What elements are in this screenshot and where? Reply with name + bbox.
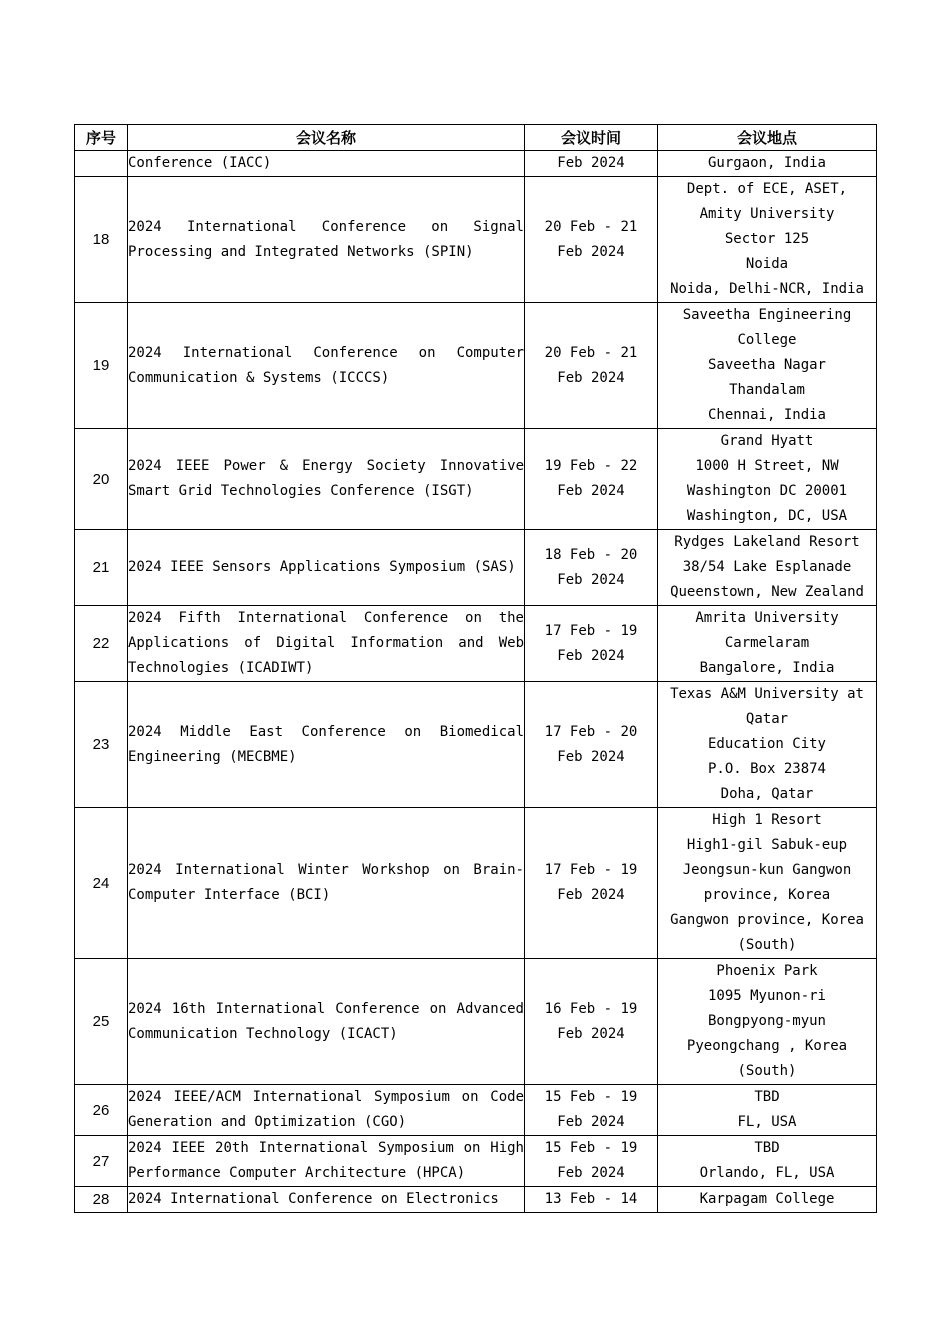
conference-date: [525, 808, 658, 959]
row-number: 27: [75, 1136, 128, 1187]
location-line: TBD: [754, 1089, 780, 1105]
conference-date: [525, 1085, 658, 1136]
date-line: Feb 2024: [557, 243, 625, 260]
table-row: [75, 303, 877, 429]
row-number: 20: [75, 429, 128, 530]
location-line: (South): [737, 1063, 797, 1079]
location-line: Jeongsun-kun Gangwon: [682, 862, 852, 878]
location-line: Phoenix Park: [716, 963, 818, 979]
conference-date: [525, 682, 658, 808]
location-line: TBD: [754, 1140, 780, 1156]
location-line: High1-gil Sabuk-eup: [686, 837, 848, 853]
header-seq: 序号: [75, 125, 128, 151]
date-line: 17 Feb - 20: [544, 723, 638, 740]
row-number: 22: [75, 606, 128, 682]
location-line: College: [737, 332, 797, 348]
date-line: 17 Feb - 19: [544, 862, 638, 878]
location-line: 1000 H Street, NW: [695, 458, 839, 474]
date-line: Feb 2024: [557, 483, 625, 499]
conference-location: [658, 177, 877, 303]
location-line: Amrita University: [695, 610, 839, 626]
location-line: Grand Hyatt: [720, 433, 814, 449]
location-line: Bongpyong-myun: [707, 1013, 826, 1029]
table-row: [75, 151, 877, 177]
conference-date: [525, 606, 658, 682]
location-line: Gurgaon, India: [707, 155, 826, 171]
location-line: Thandalam: [729, 382, 805, 398]
table-row: [75, 1085, 877, 1136]
header-time: 会议时间: [525, 125, 658, 151]
date-line: Feb 2024: [557, 155, 625, 171]
date-line: 15 Feb - 19: [544, 1089, 638, 1105]
location-line: Pyeongchang , Korea: [686, 1038, 848, 1054]
date-line: 16 Feb - 19: [544, 1000, 638, 1017]
conference-location: [658, 429, 877, 530]
conference-date: [525, 530, 658, 606]
row-number: 23: [75, 682, 128, 808]
date-line: Feb 2024: [557, 748, 625, 765]
location-line: Orlando, FL, USA: [699, 1165, 835, 1181]
conference-name: 2024 International Conference on Electronics: [128, 1187, 525, 1213]
conference-date: [525, 959, 658, 1085]
conference-location: [658, 530, 877, 606]
table-row: [75, 606, 877, 682]
table-row: [75, 682, 877, 808]
location-line: FL, USA: [737, 1114, 797, 1130]
location-line: High 1 Resort: [712, 812, 822, 828]
conference-name: 2024 Middle East Conference on Biomedical Engineering (MECBME): [128, 682, 525, 808]
date-line: Feb 2024: [557, 369, 625, 386]
conference-location: [658, 606, 877, 682]
conference-date: [525, 1187, 658, 1213]
conference-name: 2024 International Winter Workshop on Brain-Computer Interface (BCI): [128, 808, 525, 959]
location-line: 38/54 Lake Esplanade: [682, 559, 852, 575]
conference-name: 2024 IEEE/ACM International Symposium on Code Generation and Optimization (CGO): [128, 1085, 525, 1136]
location-line: Texas A&M University at: [670, 686, 864, 702]
location-line: Sector 125: [724, 231, 810, 247]
conference-location: [658, 808, 877, 959]
date-line: Feb 2024: [557, 1114, 625, 1130]
date-line: Feb 2024: [557, 647, 625, 664]
conference-date: [525, 429, 658, 530]
row-number: 21: [75, 530, 128, 606]
table-row: [75, 808, 877, 959]
location-line: Bangalore, India: [699, 660, 835, 676]
location-line: Amity University: [699, 206, 835, 222]
location-line: Saveetha Nagar: [707, 357, 826, 373]
conference-name: 2024 Fifth International Conference on the Applications of Digital Information and Web Technologies (ICADIWT): [128, 606, 525, 682]
conference-name: 2024 International Conference on Signal Processing and Integrated Networks (SPIN): [128, 177, 525, 303]
conference-date: [525, 177, 658, 303]
date-line: Feb 2024: [557, 1025, 625, 1042]
table-row: [75, 429, 877, 530]
row-number: 19: [75, 303, 128, 429]
conference-name: Conference (IACC): [128, 151, 525, 177]
location-line: Saveetha Engineering: [682, 307, 852, 323]
table-row: [75, 959, 877, 1085]
date-line: 19 Feb - 22: [544, 458, 638, 474]
date-line: 13 Feb - 14: [544, 1191, 638, 1207]
header-row: [75, 125, 877, 151]
table-row: [75, 530, 877, 606]
date-line: 18 Feb - 20: [544, 546, 638, 563]
table-body: [75, 151, 877, 1213]
table-row: [75, 1136, 877, 1187]
conference-name: 2024 16th International Conference on Advanced Communication Technology (ICACT): [128, 959, 525, 1085]
date-line: Feb 2024: [557, 1165, 625, 1181]
conference-location: [658, 1187, 877, 1213]
location-line: P.O. Box 23874: [707, 761, 826, 777]
date-line: 20 Feb - 21: [544, 344, 638, 361]
location-line: Karpagam College: [699, 1191, 835, 1207]
date-line: Feb 2024: [557, 571, 625, 588]
conference-name: 2024 International Conference on Computer Communication & Systems (ICCCS): [128, 303, 525, 429]
location-line: Noida: [745, 256, 789, 272]
location-line: Washington, DC, USA: [686, 508, 848, 524]
date-line: 20 Feb - 21: [544, 218, 638, 235]
row-number: 24: [75, 808, 128, 959]
table-row: [75, 177, 877, 303]
row-number: 25: [75, 959, 128, 1085]
row-number: 18: [75, 177, 128, 303]
location-line: Queenstown, New Zealand: [670, 584, 864, 600]
date-line: 15 Feb - 19: [544, 1140, 638, 1156]
location-line: Doha, Qatar: [720, 786, 814, 802]
location-line: (South): [737, 937, 797, 953]
conference-location: [658, 1085, 877, 1136]
location-line: Dept. of ECE, ASET,: [686, 181, 848, 197]
location-line: Carmelaram: [724, 635, 810, 651]
row-number: 26: [75, 1085, 128, 1136]
conference-name: 2024 IEEE Sensors Applications Symposium (SAS): [128, 530, 525, 606]
conference-date: [525, 303, 658, 429]
location-line: 1095 Myunon-ri: [707, 988, 826, 1004]
location-line: Washington DC 20001: [686, 483, 848, 499]
location-line: Chennai, India: [707, 407, 826, 423]
header-location: 会议地点: [658, 125, 877, 151]
conference-location: [658, 303, 877, 429]
location-line: Noida, Delhi-NCR, India: [670, 281, 864, 297]
date-line: 17 Feb - 19: [544, 622, 638, 639]
row-number: 28: [75, 1187, 128, 1213]
location-line: Gangwon province, Korea: [670, 912, 864, 928]
conference-table: [74, 124, 877, 1213]
conference-location: [658, 1136, 877, 1187]
location-line: Rydges Lakeland Resort: [674, 534, 860, 550]
location-line: province, Korea: [703, 887, 831, 903]
conference-name: 2024 IEEE Power & Energy Society Innovative Smart Grid Technologies Conference (ISGT): [128, 429, 525, 530]
conference-date: [525, 1136, 658, 1187]
location-line: Qatar: [745, 711, 789, 727]
conference-date: [525, 151, 658, 177]
conference-location: [658, 959, 877, 1085]
header-name: 会议名称: [128, 125, 525, 151]
conference-name: 2024 IEEE 20th International Symposium on High Performance Computer Architecture (HPCA): [128, 1136, 525, 1187]
conference-location: [658, 151, 877, 177]
date-line: Feb 2024: [557, 887, 625, 903]
row-number: [75, 151, 128, 177]
conference-location: [658, 682, 877, 808]
location-line: Education City: [707, 736, 826, 752]
table-row: [75, 1187, 877, 1213]
